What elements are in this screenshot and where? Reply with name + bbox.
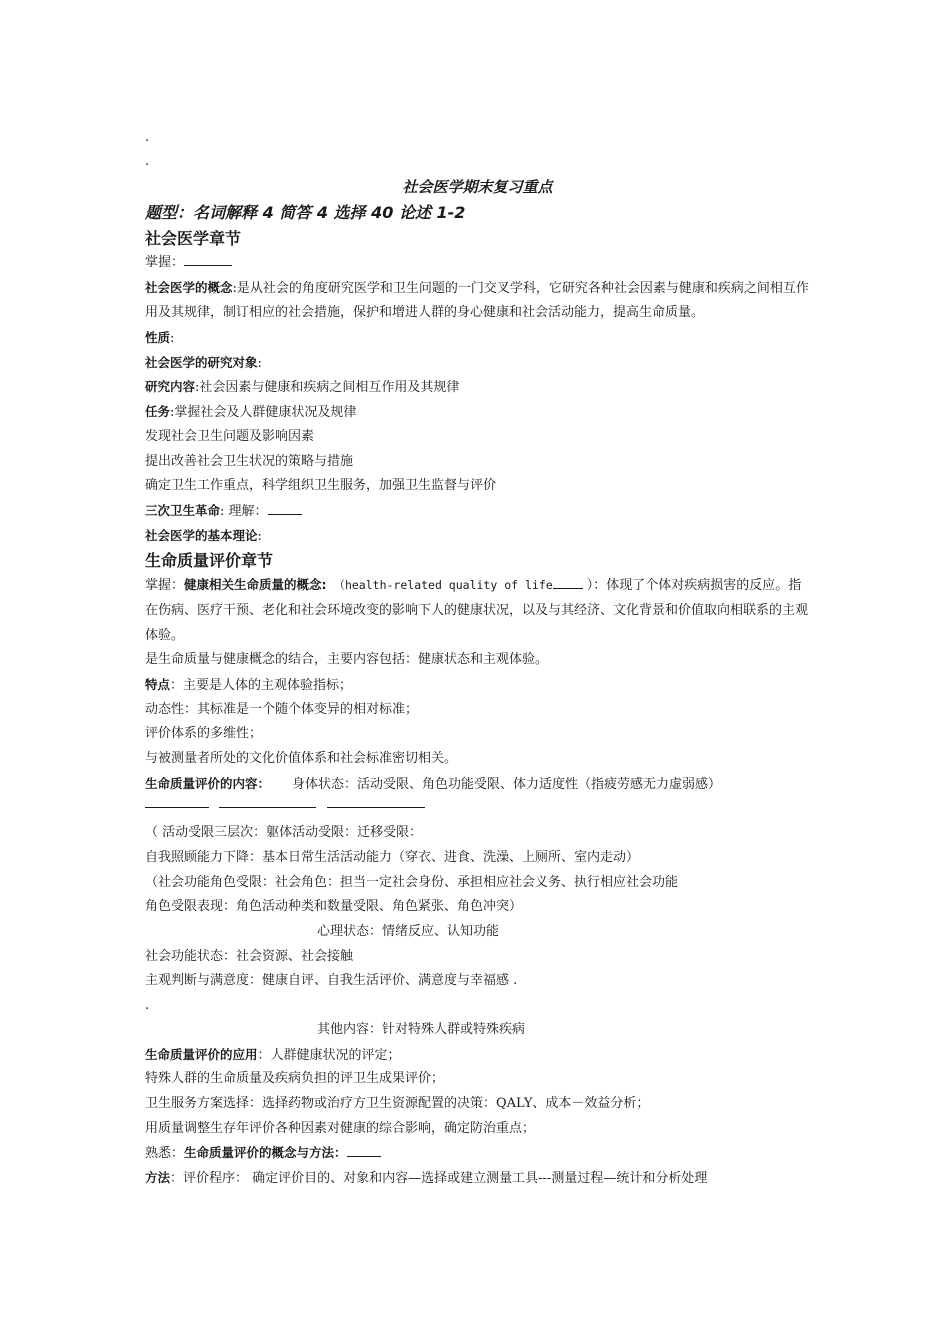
detail-line: （社会功能角色受限：社会角色：担当一定社会身份、承担相应社会义务、执行相应社会功能 [145,874,679,890]
hrqol-paragraph [145,573,810,648]
question-types: 题型：名词解释 4 简答 4 选择 40 论述 1-2 [145,203,466,222]
blank-rules-row [145,797,810,822]
object-label: 社会医学的研究对象 [145,354,258,370]
theory-line [145,524,810,549]
colon: : [170,331,175,347]
hrqol-prefix: 掌握： [145,578,185,594]
eval-content-text: 身体状态：活动受限、角色功能受限、体力适度性（指疲劳感无力虚弱感） [292,776,722,792]
feature-item: 评价体系的多维性； [145,726,263,742]
feature-text: ：主要是人体的主观体验指标； [170,678,353,694]
concept-paragraph [145,276,810,326]
task-label: 任务 [145,404,171,420]
familiar-label: 生命质量评价的概念与方法 [184,1145,335,1161]
psych-line: 心理状态：情绪反应、认知功能 [317,923,500,939]
document-page [145,126,810,1191]
eval-content-label: 生命质量评价的内容： [145,775,271,791]
content-text: :社会因素与健康和疾病之间相互作用及其规律 [195,380,460,396]
task-item: 提出改善社会卫生状况的策略与措施 [145,453,354,469]
fill-blank [184,253,232,266]
theory-label: 社会医学的基本理论 [145,527,258,543]
hrqol-english: （health-related quality of life [326,578,553,593]
detail-line: 自我照顾能力下降：基本日常生活活动能力（穿衣、进食、洗澡、上厕所、室内走动） [145,849,640,865]
object-line [145,351,810,376]
task-item: 发现社会卫生问题及影响因素 [145,428,315,444]
dot-mark: . [145,130,150,145]
familiar-prefix: 熟悉： [145,1146,185,1162]
method-text: ：评价程序： 确定评价目的、对象和内容—选择或建立测量工具---测量过程—统计和分析处理 [170,1171,708,1187]
task-line [145,400,810,425]
detail-line: （ 活动受限三层次：躯体活动受限：迁移受限： [145,825,423,841]
chapter-heading-social-medicine: 社会医学章节 [145,229,242,248]
content-line [145,375,810,400]
social-line: 社会功能状态：社会资源、社会接触 [145,948,354,964]
revolution-line [145,499,810,524]
app-label: 生命质量评价的应用 [145,1046,258,1062]
colon: : [321,577,327,593]
task-text: :掌握社会及人群健康状况及规律 [170,405,357,421]
nature-label: 性质 [145,330,171,346]
revolution-text: : 理解： [220,503,268,519]
task-item: 确定卫生工作重点，科学组织卫生服务，加强卫生监督与评价 [145,478,497,494]
eval-content-line [145,772,810,797]
chapter-heading-quality-of-life: 生命质量评价章节 [145,551,274,571]
colon: ： [334,1145,347,1161]
colon: : [257,355,262,371]
fill-blank [553,576,583,589]
dot-mark: . [145,154,150,169]
method-label: 方法 [145,1170,171,1186]
master-label: 掌握： [145,255,185,270]
app-text: ：人群健康状况的评定； [257,1047,401,1063]
nature-line [145,326,810,351]
fill-blank [268,502,302,515]
revolution-label: 三次卫生革命 [145,502,221,518]
method-line [145,1166,810,1191]
concept-label: 社会医学的概念 [145,279,233,295]
other-line: 其他内容：针对特殊人群或特殊疾病 [317,1022,526,1038]
hrqol-label: 健康相关生命质量的概念 [184,577,322,593]
feature-item: 与被测量者所处的文化价值体系和社会标准密切相关。 [145,751,458,767]
content-label: 研究内容 [145,379,196,395]
fill-blank [219,807,316,808]
detail-line: 角色受限表现：角色活动种类和数量受限、角色紧张、角色冲突） [145,899,523,915]
app-item: 特殊人群的生命质量及疾病负担的评卫生成果评价； [145,1071,445,1087]
app-item: 用质量调整生存年评价各种因素对健康的综合影响，确定防治重点； [145,1120,536,1136]
dot-mark: . [145,998,150,1014]
master-line [145,251,810,276]
feature-item: 动态性：其标准是一个随个体变异的相对标准； [145,701,419,717]
app-line [145,1043,810,1068]
subjective-line: 主观判断与满意度：健康自评、自我生活评价、满意度与幸福感 . [145,973,518,989]
feature-line [145,673,810,698]
fill-blank [145,807,209,808]
app-item: 卫生服务方案选择：选择药物或治疗方卫生资源配置的决策：QALY、成本－效益分析； [145,1096,650,1112]
hrqol-text: ）：体现了个体对疾病损害的反应。指在伤病、医疗干预、老化和社会环境改变的影响下人的健康状况，以及与其经济、文化背景和价值取向相联系的主观体验。 [145,578,809,643]
feature-label: 特点 [145,677,171,693]
combo-line: 是生命质量与健康概念的结合，主要内容包括：健康状态和主观体验。 [145,652,549,668]
document-title: 社会医学期末复习重点 [402,178,553,196]
colon: : [257,528,262,544]
fill-blank [347,1144,381,1157]
familiar-line [145,1141,810,1166]
concept-text: :是从社会的角度研究医学和卫生问题的一门交叉学科，它研究各种社会因素与健康和疾病之间相互作用及其规律，制订相应的社会措施，保护和增进人群的身心健康和社会活动能力，提高生命质量。 [145,280,809,321]
fill-blank [327,807,425,808]
